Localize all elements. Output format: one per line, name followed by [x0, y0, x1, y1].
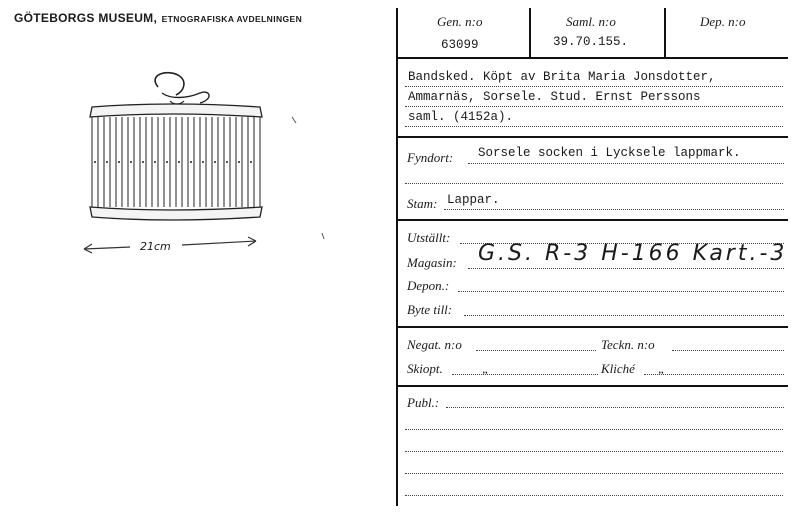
- skiopt-label: Skiopt.: [407, 361, 443, 376]
- dimension-label: 21cm: [140, 240, 171, 253]
- skiopt-ditto: „: [482, 361, 490, 376]
- gen-value: 63099: [441, 38, 479, 52]
- photo-divider: [396, 385, 788, 387]
- kliche-label: Kliché: [601, 361, 635, 376]
- description-divider: [396, 136, 788, 138]
- utstallt-label: Utställt:: [407, 230, 451, 245]
- saml-label: Saml. n:o: [566, 14, 616, 29]
- stam-divider: [396, 219, 788, 221]
- saml-value: 39.70.155.: [553, 35, 629, 49]
- magasin-value: G.S. R-3 H-166 Kart.-3: [478, 241, 788, 266]
- kliche-ditto: „: [658, 361, 666, 376]
- byte-label: Byte till:: [407, 302, 453, 317]
- negat-label: Negat. n:o: [407, 337, 462, 352]
- department-name: ETNOGRAFISKA AVDELNINGEN: [161, 14, 303, 24]
- card-left-border: [396, 8, 398, 506]
- teckn-label: Teckn. n:o: [601, 337, 655, 352]
- dep-label: Dep. n:o: [700, 14, 746, 29]
- museum-name: GÖTEBORGS MUSEUM,: [14, 11, 158, 25]
- description-line-3: saml. (4152a).: [408, 110, 514, 124]
- stam-value: Lappar.: [447, 193, 500, 207]
- description-line-1: Bandsked. Köpt av Brita Maria Jonsdotter,: [408, 70, 716, 84]
- museum-header: [14, 9, 302, 27]
- storage-divider: [396, 326, 788, 328]
- object-sketch: [70, 65, 380, 275]
- description-line-2: Ammarnäs, Sorsele. Stud. Ernst Perssons: [408, 90, 701, 104]
- fyndort-label: Fyndort:: [407, 150, 454, 165]
- depon-label: Depon.:: [407, 278, 450, 293]
- publ-label: Publ.:: [407, 395, 440, 410]
- column-divider-1: [529, 8, 531, 58]
- fyndort-value: Sorsele socken i Lycksele lappmark.: [478, 146, 741, 160]
- magasin-label: Magasin:: [407, 255, 457, 270]
- header-divider: [396, 57, 788, 59]
- stam-label: Stam:: [407, 196, 438, 211]
- gen-label: Gen. n:o: [437, 14, 483, 29]
- column-divider-2: [664, 8, 666, 58]
